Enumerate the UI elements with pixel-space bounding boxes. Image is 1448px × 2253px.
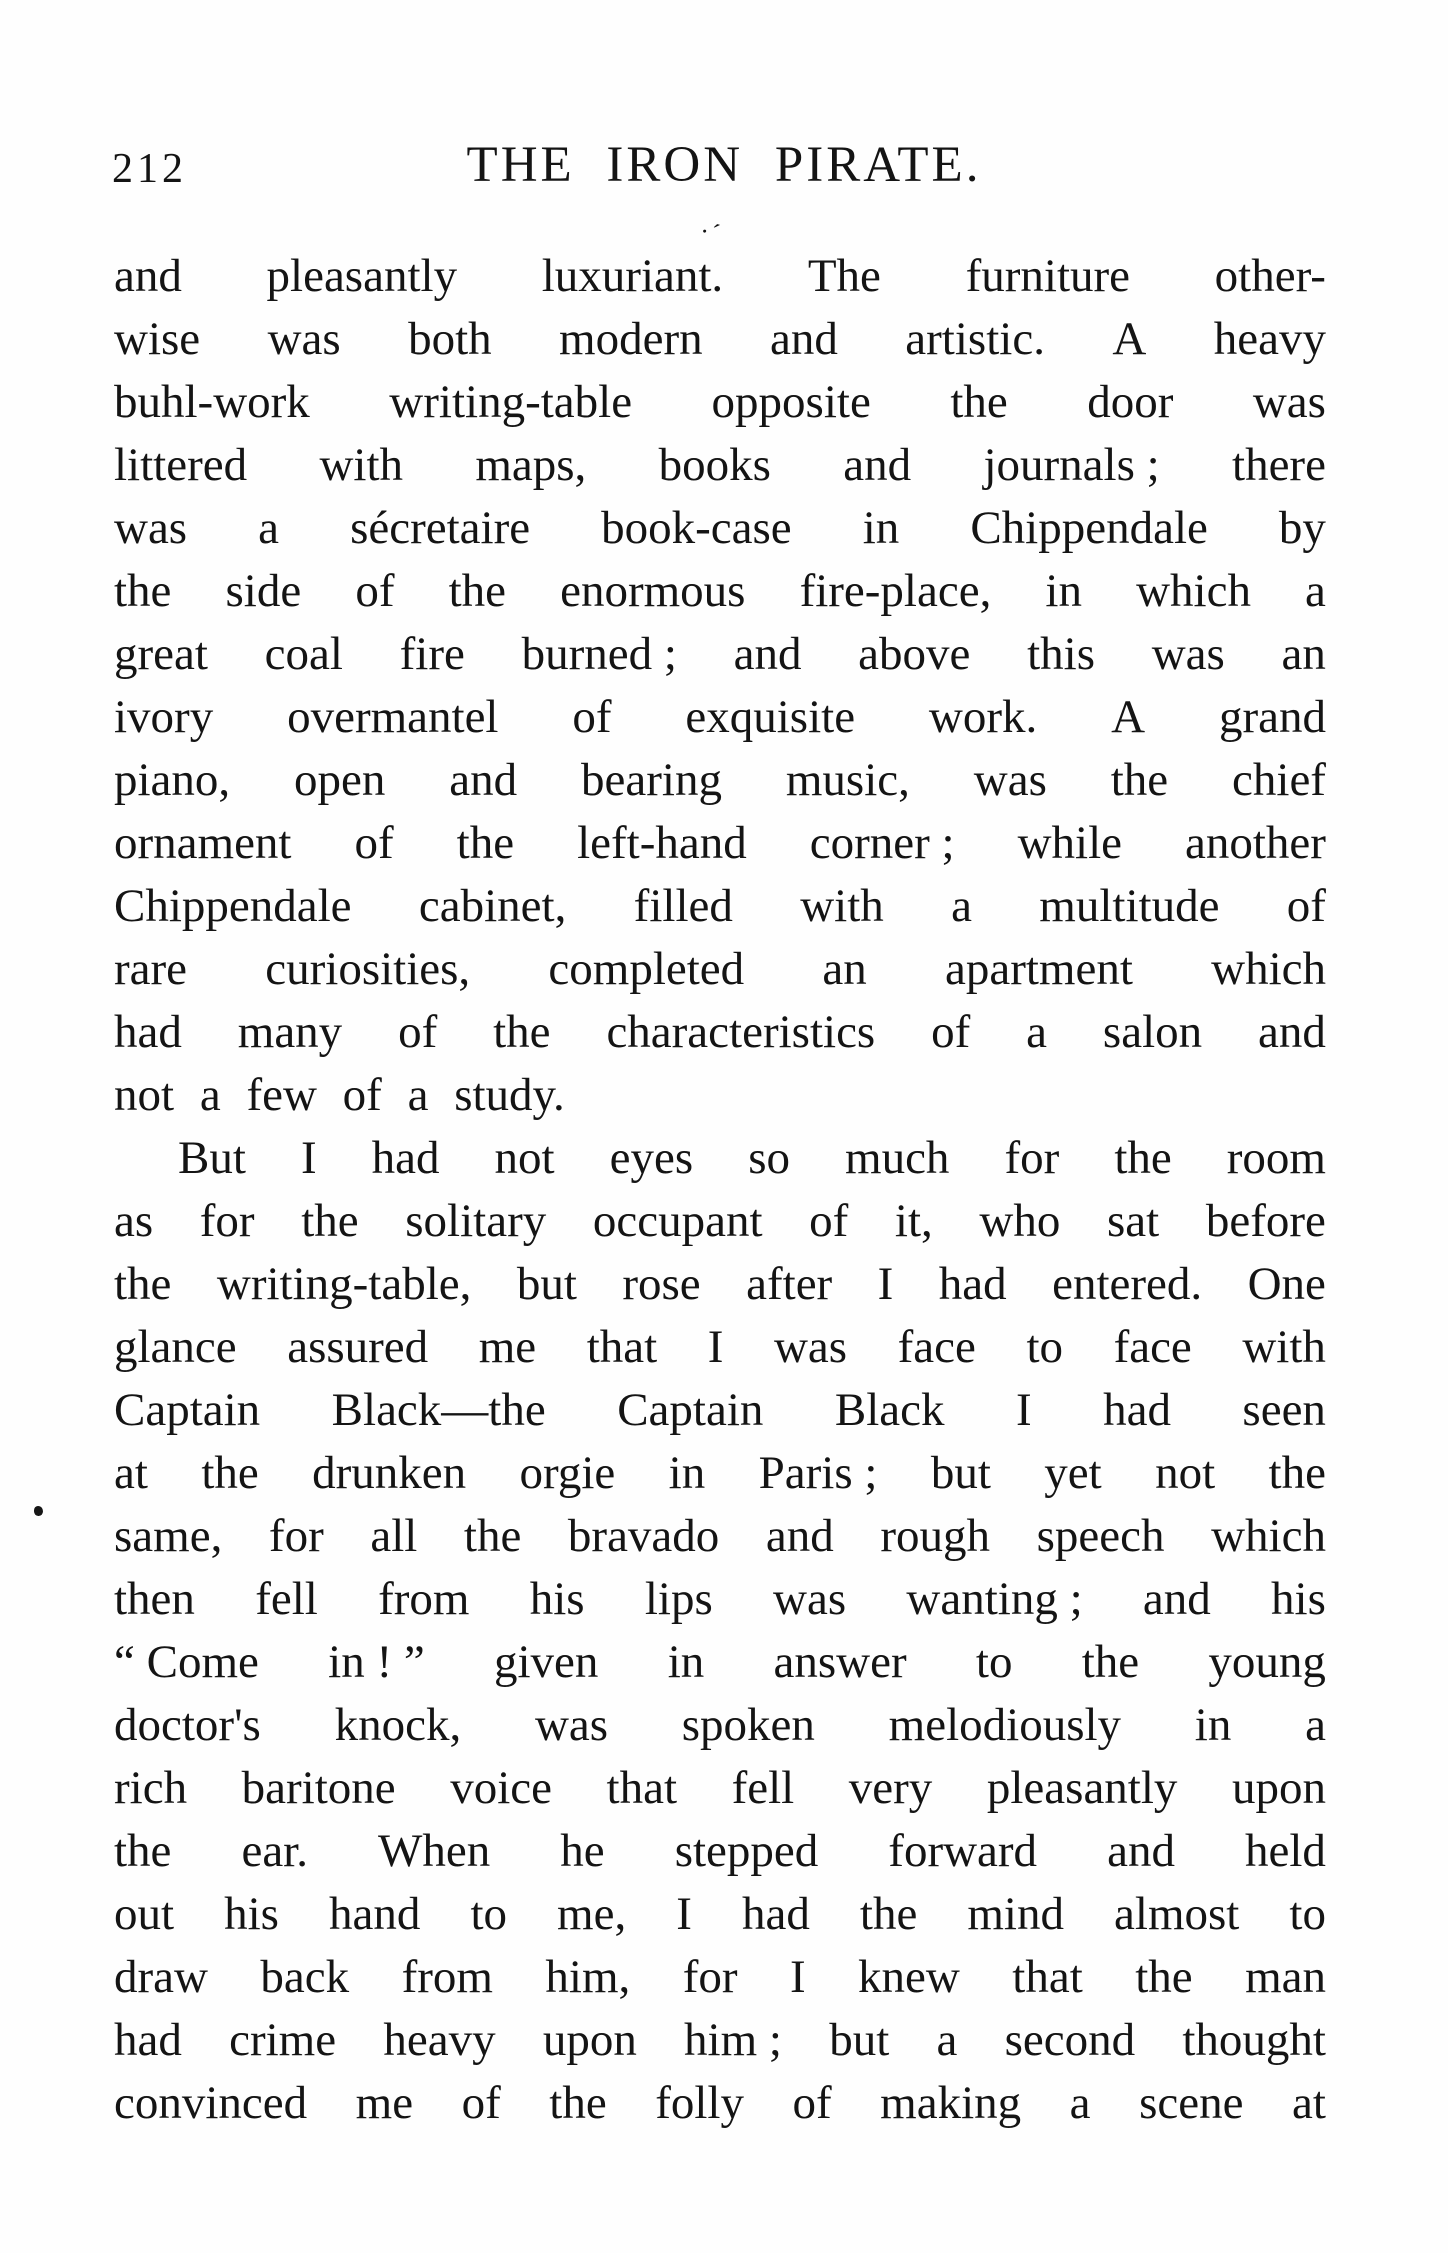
text-line [114, 1442, 1326, 1505]
word: multitude [1039, 880, 1220, 932]
word: heavy [1213, 313, 1326, 365]
word: journals ; [983, 439, 1160, 491]
word: of [316, 1069, 382, 1121]
word: Black [834, 1384, 945, 1436]
word: of [1286, 880, 1326, 932]
scan-artifact-dot [34, 1506, 43, 1516]
word: but [930, 1447, 991, 1499]
word: opposite [711, 376, 871, 428]
word: and [1142, 1573, 1211, 1625]
word: the [1268, 1447, 1326, 1499]
word: that [586, 1321, 658, 1373]
word: seen [1242, 1384, 1326, 1436]
text-line [114, 1631, 1326, 1694]
word: assured [287, 1321, 429, 1373]
text-line [114, 2072, 1326, 2135]
word: characteristics [606, 1006, 876, 1058]
word: exquisite [685, 691, 856, 743]
word: to [975, 1636, 1013, 1688]
word: heavy [383, 2014, 496, 2066]
word: young [1208, 1636, 1326, 1688]
word: thought [1182, 2014, 1326, 2066]
word: room [1226, 1132, 1326, 1184]
word: making [880, 2077, 1022, 2129]
word: from [401, 1951, 493, 2003]
word: lips [644, 1573, 713, 1625]
word: bravado [567, 1510, 720, 1562]
word: pleasantly [986, 1762, 1178, 1814]
word: eyes [609, 1132, 694, 1184]
word: a [258, 502, 280, 554]
word: above [858, 628, 971, 680]
word: the [1081, 1636, 1140, 1688]
word: the [448, 565, 506, 617]
word: both [408, 313, 492, 365]
word: writing-table, [216, 1258, 472, 1310]
word: buhl-work [114, 376, 310, 428]
word: I [1015, 1384, 1032, 1436]
word: I [707, 1321, 724, 1373]
text-line [114, 1253, 1326, 1316]
word: chief [1232, 754, 1326, 806]
word: he [560, 1825, 605, 1877]
word: hand [329, 1888, 421, 1940]
text-line [114, 560, 1326, 623]
word: upon [542, 2014, 637, 2066]
word: and [114, 250, 182, 302]
word: of [461, 2077, 501, 2129]
word: and [1258, 1006, 1326, 1058]
word: a [1069, 2077, 1091, 2129]
word: grand [1218, 691, 1326, 743]
word: study. [428, 1069, 565, 1121]
word: The [807, 250, 881, 302]
word: the [201, 1447, 259, 1499]
word: fell [255, 1573, 318, 1625]
word: had [114, 2014, 182, 2066]
word: with [800, 880, 884, 932]
word: his [224, 1888, 279, 1940]
text-line [114, 938, 1326, 1001]
word: for [682, 1951, 738, 2003]
word: ornament [114, 817, 292, 869]
word: coal [264, 628, 343, 680]
word: answer [773, 1636, 907, 1688]
word: the [456, 817, 515, 869]
word: overmantel [287, 691, 499, 743]
word: door [1087, 376, 1174, 428]
word: I [789, 1951, 806, 2003]
word: apartment [944, 943, 1133, 995]
word: which [1211, 943, 1326, 995]
word: many [237, 1006, 343, 1058]
word: second [1004, 2014, 1136, 2066]
word: there [1232, 439, 1326, 491]
word: sat [1107, 1195, 1160, 1247]
word: a [1305, 1699, 1326, 1751]
word: entered. [1052, 1258, 1203, 1310]
word: a [936, 2014, 958, 2066]
text-line [114, 812, 1326, 875]
word: not [114, 1069, 175, 1121]
word: When [378, 1825, 491, 1877]
word: had [741, 1888, 810, 1940]
word: left-hand [577, 817, 747, 869]
word: in [1045, 565, 1082, 617]
word: baritone [241, 1762, 396, 1814]
text-line [114, 1379, 1326, 1442]
text-line [114, 308, 1326, 371]
text-line [114, 1064, 1326, 1127]
word: to [1026, 1321, 1063, 1373]
word: melodiously [888, 1699, 1122, 1751]
word: music, [785, 754, 910, 806]
word: pleasantly [266, 250, 458, 302]
word: Chippendale [114, 880, 352, 932]
word: for [268, 1510, 324, 1562]
text-line [114, 1820, 1326, 1883]
word: of [572, 691, 612, 743]
word: of [809, 1195, 849, 1247]
word: folly [655, 2077, 744, 2129]
word: was [1252, 376, 1326, 428]
text-line [114, 2009, 1326, 2072]
word: so [748, 1132, 790, 1184]
word: in [668, 1447, 706, 1499]
word: “ Come [114, 1636, 259, 1688]
word: in ! ” [328, 1636, 425, 1688]
word: furniture [965, 250, 1131, 302]
word: not [1155, 1447, 1216, 1499]
body-text [114, 245, 1326, 2135]
word: upon [1232, 1762, 1326, 1814]
word: before [1205, 1195, 1326, 1247]
word: and [843, 439, 912, 491]
word: a [174, 1069, 221, 1121]
word: wanting ; [906, 1573, 1083, 1625]
word: this [1027, 628, 1096, 680]
word: of [355, 565, 395, 617]
word: side [225, 565, 302, 617]
word: rose [622, 1258, 701, 1310]
word: drunken [312, 1447, 467, 1499]
word: book-case [601, 502, 792, 554]
word: I [676, 1888, 692, 1940]
word: artistic. [905, 313, 1045, 365]
word: occupant [592, 1195, 763, 1247]
word: which [1136, 565, 1251, 617]
word: in [1194, 1699, 1232, 1751]
text-line [114, 245, 1326, 308]
word: A [1111, 691, 1146, 743]
word: spoken [681, 1699, 815, 1751]
text-line [114, 1001, 1326, 1064]
word: was [1151, 628, 1225, 680]
word: knew [858, 1951, 960, 2003]
word: the [950, 376, 1008, 428]
word: corner ; [809, 817, 955, 869]
word: doctor's [114, 1699, 261, 1751]
word: Black—the [331, 1384, 546, 1436]
word: of [931, 1006, 971, 1058]
word: open [294, 754, 386, 806]
word: at [114, 1447, 148, 1499]
word: was [114, 502, 188, 554]
text-line [114, 1127, 1326, 1190]
word: much [845, 1132, 950, 1184]
word: me [355, 2077, 414, 2129]
word: a [381, 1069, 429, 1121]
word: scene [1139, 2077, 1244, 2129]
word: the [114, 1258, 172, 1310]
page-header [0, 137, 1448, 200]
word: and [449, 754, 518, 806]
word: voice [450, 1762, 552, 1814]
word: the [114, 565, 172, 617]
word: enormous [560, 565, 746, 617]
word: same, [114, 1510, 223, 1562]
word: littered [114, 439, 248, 491]
word: fire-place, [799, 565, 992, 617]
word: while [1017, 817, 1122, 869]
text-line [114, 1946, 1326, 2009]
word: ear. [241, 1825, 308, 1877]
word: luxuriant. [541, 250, 724, 302]
word: of [792, 2077, 832, 2129]
word: the [463, 1510, 522, 1562]
word: the [549, 2077, 607, 2129]
word: solitary [405, 1195, 547, 1247]
word: man [1245, 1951, 1326, 2003]
word: fell [731, 1762, 795, 1814]
word: burned ; [521, 628, 677, 680]
word: him, [545, 1951, 631, 2003]
page-number: 212 [112, 146, 187, 192]
word: the [114, 1825, 172, 1877]
word: me [478, 1321, 537, 1373]
word: work. [928, 691, 1038, 743]
word: given [494, 1636, 599, 1688]
text-line [114, 1316, 1326, 1379]
word: Paris ; [758, 1447, 878, 1499]
text-line [114, 623, 1326, 686]
word: writing-table [389, 376, 633, 428]
word: piano, [114, 754, 231, 806]
word: of [398, 1006, 438, 1058]
word: with [1242, 1321, 1326, 1373]
word: was [973, 754, 1047, 806]
word: crime [229, 2014, 337, 2066]
text-line [114, 749, 1326, 812]
word: after [746, 1258, 833, 1310]
word: the [1110, 754, 1169, 806]
word: with [319, 439, 403, 491]
word: it, [894, 1195, 933, 1247]
word: his [529, 1573, 585, 1625]
word: from [378, 1573, 470, 1625]
text-line [114, 875, 1326, 938]
word: Captain [114, 1384, 261, 1436]
word: Captain [617, 1384, 764, 1436]
word: back [260, 1951, 350, 2003]
word: another [1184, 817, 1326, 869]
word: him ; [684, 2014, 782, 2066]
word: sécretaire [350, 502, 531, 554]
word: his [1271, 1573, 1326, 1625]
word: as [114, 1195, 154, 1247]
text-line [114, 1568, 1326, 1631]
word: cabinet, [418, 880, 567, 932]
word: speech [1036, 1510, 1165, 1562]
word: mind [967, 1888, 1064, 1940]
word: had [938, 1258, 1007, 1310]
word: stepped [674, 1825, 819, 1877]
word: salon [1102, 1006, 1203, 1058]
word: to [470, 1888, 507, 1940]
text-line [114, 1694, 1326, 1757]
word: had [114, 1006, 182, 1058]
text-line [114, 1757, 1326, 1820]
text-line [114, 686, 1326, 749]
word: face [1113, 1321, 1192, 1373]
word: maps, [475, 439, 587, 491]
word: the [493, 1006, 551, 1058]
word: face [897, 1321, 976, 1373]
word: fire [399, 628, 465, 680]
word: but [829, 2014, 890, 2066]
word: was [267, 313, 341, 365]
word: glance [114, 1321, 237, 1373]
word: out [114, 1888, 175, 1940]
word: was [773, 1573, 847, 1625]
scan-artifact-mark: ·ˊ [697, 216, 725, 249]
word: by [1278, 502, 1326, 554]
word: A [1112, 313, 1147, 365]
word: was [773, 1321, 848, 1373]
word: who [979, 1195, 1061, 1247]
word: of [354, 817, 394, 869]
word: almost [1114, 1888, 1240, 1940]
word: and [1107, 1825, 1175, 1877]
word: all [370, 1510, 418, 1562]
word: But [178, 1132, 246, 1184]
word: to [1289, 1888, 1326, 1940]
word: the [301, 1195, 359, 1247]
word: had [1103, 1384, 1171, 1436]
word: rich [114, 1762, 188, 1814]
word: completed [548, 943, 745, 995]
word: at [1291, 2077, 1326, 2129]
word: ivory [114, 691, 214, 743]
word: I [300, 1132, 317, 1184]
word: an [1281, 628, 1326, 680]
word: was [534, 1699, 609, 1751]
word: the [1114, 1132, 1172, 1184]
word: that [606, 1762, 678, 1814]
word: filled [633, 880, 733, 932]
word: the [1135, 1951, 1193, 2003]
word: the [859, 1888, 918, 1940]
word: I [877, 1258, 894, 1310]
running-title: THE IRON PIRATE. [466, 137, 982, 193]
word: great [114, 628, 208, 680]
word: but [516, 1258, 577, 1310]
word: very [848, 1762, 933, 1814]
word: me, [557, 1888, 627, 1940]
word: had [371, 1132, 440, 1184]
text-line [114, 1883, 1326, 1946]
word: for [199, 1195, 255, 1247]
word: orgie [519, 1447, 616, 1499]
word: in [667, 1636, 705, 1688]
word: a [1305, 565, 1326, 617]
word: books [658, 439, 771, 491]
word: a [1026, 1006, 1048, 1058]
text-line [114, 1190, 1326, 1253]
word: and [733, 628, 802, 680]
word: an [822, 943, 867, 995]
word: in [862, 502, 900, 554]
word: knock, [334, 1699, 462, 1751]
word: that [1012, 1951, 1083, 2003]
word: few [220, 1069, 317, 1121]
word: convinced [114, 2077, 308, 2129]
word: rough [880, 1510, 991, 1562]
word: bearing [581, 754, 722, 806]
word: modern [559, 313, 703, 365]
word: yet [1044, 1447, 1102, 1499]
word: and [765, 1510, 834, 1562]
word: a [951, 880, 972, 932]
text-line [114, 1505, 1326, 1568]
word: wise [114, 313, 201, 365]
word: One [1247, 1258, 1326, 1310]
word: draw [114, 1951, 208, 2003]
word: not [494, 1132, 555, 1184]
word: Chippendale [970, 502, 1208, 554]
word: for [1004, 1132, 1060, 1184]
word: held [1245, 1825, 1326, 1877]
word: forward [888, 1825, 1038, 1877]
word: other- [1214, 250, 1326, 302]
word: and [770, 313, 838, 365]
text-line [114, 497, 1326, 560]
word: rare [114, 943, 188, 995]
text-line [114, 434, 1326, 497]
word: curiosities, [265, 943, 471, 995]
text-line [114, 371, 1326, 434]
word: then [114, 1573, 195, 1625]
word: which [1211, 1510, 1326, 1562]
